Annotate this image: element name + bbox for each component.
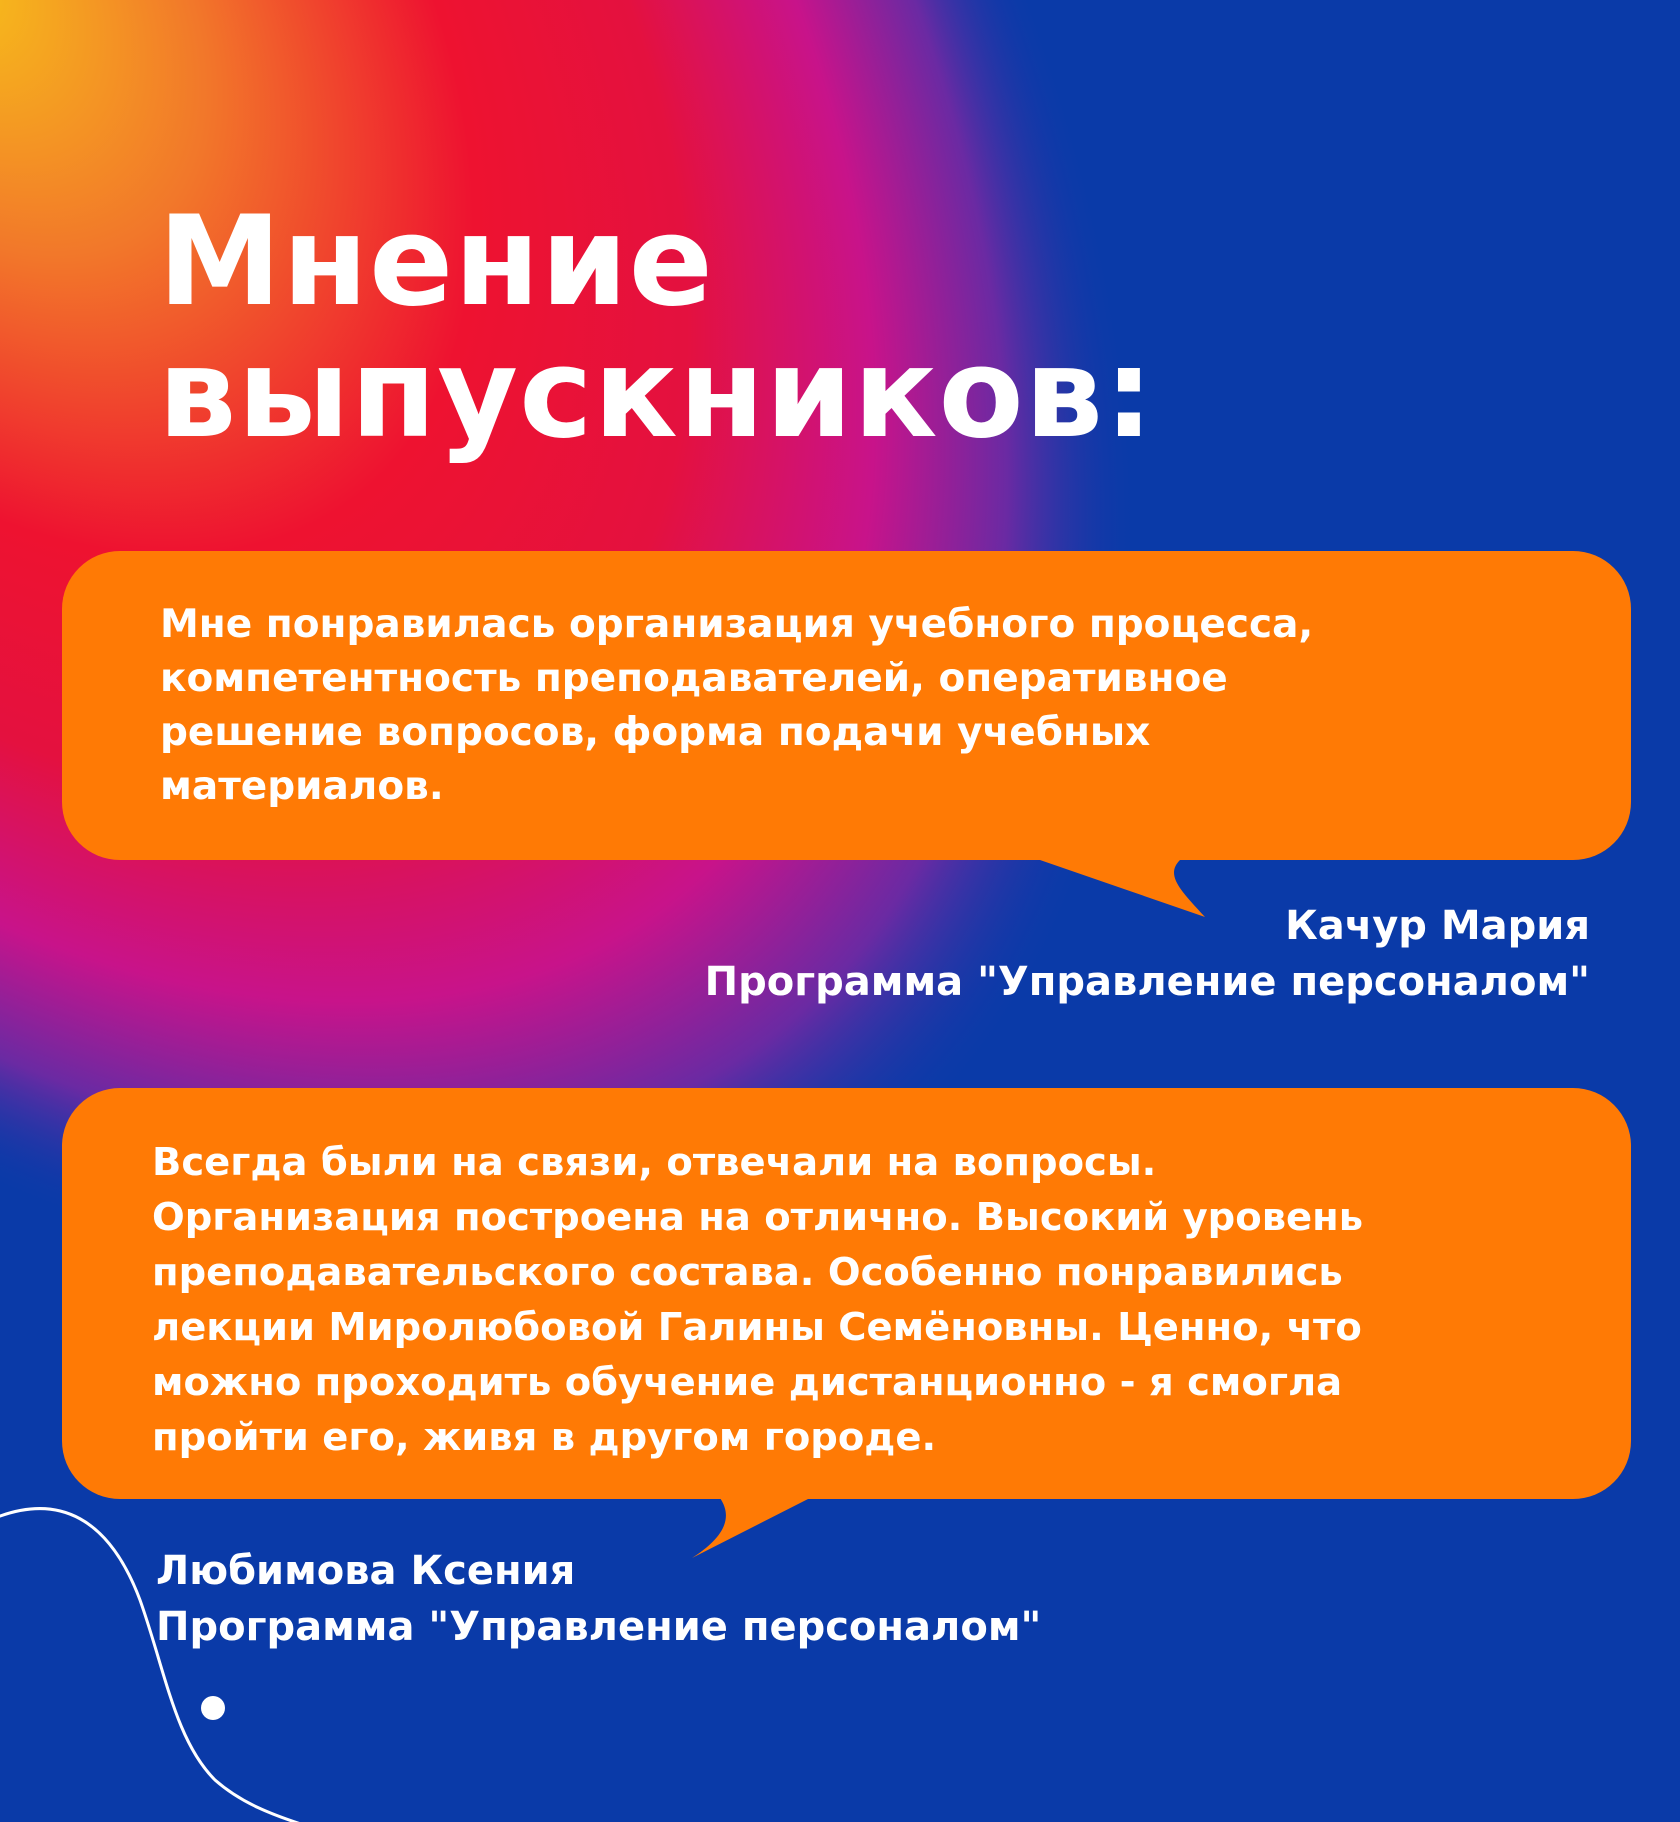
testimonial-1-author: Качур Мария: [1285, 903, 1590, 949]
testimonial-2-line-3: преподавательского состава. Особенно понравились: [152, 1250, 1343, 1295]
decorative-dot: [201, 1696, 225, 1720]
testimonial-2-line-2: Организация построена на отлично. Высокий уровень: [152, 1195, 1364, 1240]
testimonial-2-line-6: пройти его, живя в другом городе.: [152, 1415, 937, 1460]
testimonial-1-line-4: материалов.: [160, 764, 444, 809]
testimonial-1-text: [160, 598, 1313, 814]
title-line-1: Мнение: [158, 190, 714, 334]
testimonial-2-text: [152, 1135, 1363, 1465]
testimonial-1-author-block: [705, 898, 1590, 1010]
testimonial-2-program: Программа "Управление персоналом": [156, 1604, 1042, 1650]
testimonial-1-line-2: компетентность преподавателей, оперативное: [160, 656, 1228, 701]
page-title: [158, 190, 1155, 466]
title-line-2: выпускников:: [158, 322, 1155, 466]
testimonial-2-line-5: можно проходить обучение дистанционно - я смогла: [152, 1360, 1343, 1405]
testimonial-1-program: Программа "Управление персоналом": [704, 959, 1590, 1005]
testimonial-2-line-4: лекции Миролюбовой Галины Семёновны. Ценно, что: [152, 1305, 1362, 1350]
testimonial-2-author-block: [156, 1543, 1041, 1655]
testimonial-2-line-1: Всегда были на связи, отвечали на вопросы.: [152, 1140, 1157, 1185]
testimonial-2-author: Любимова Ксения: [156, 1548, 576, 1594]
testimonial-1-line-1: Мне понравилась организация учебного процесса,: [160, 602, 1314, 647]
testimonial-1-line-3: решение вопросов, форма подачи учебных: [160, 710, 1151, 755]
